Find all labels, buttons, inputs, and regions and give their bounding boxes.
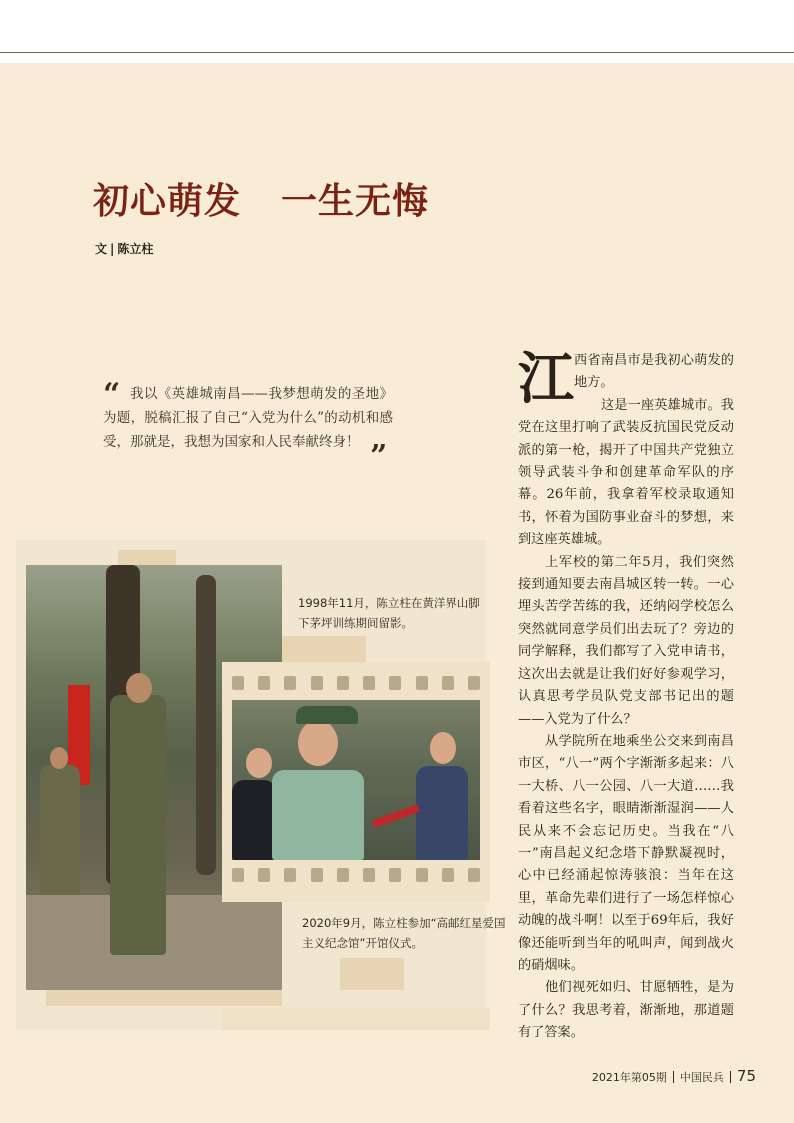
paragraph-2: 上军校的第二年5月，我们突然接到通知要去南昌城区转一转。一心埋头苦学苦练的我，还纳闷学校怎么突然就同意学员们出去玩了？旁边的同学解释，我们都写了入党申请书，这次出去就是让我们好好参观学习，认真思考学员队党支部书记出的题——入党为了什么？	[518, 554, 734, 727]
article-body	[518, 346, 734, 1045]
page-number: 75	[736, 1067, 756, 1085]
top-rule	[0, 52, 794, 53]
title-part-1: 初心萌发	[93, 180, 242, 222]
quote-close-mark: ”	[370, 439, 388, 474]
issue-label: 2021年第05期	[591, 1071, 667, 1084]
quote-open-mark: “	[103, 377, 121, 412]
paragraph-4: 他们视死如归、甘愿牺牲，是为了什么？我思考着，渐渐地，那道题有了答案。	[518, 980, 734, 1041]
drop-cap: 江	[518, 346, 574, 412]
tape-strip	[46, 988, 282, 1006]
paragraph-3: 从学院所在地乘坐公交来到南昌市区，“八一”两个字渐渐多起来：八一大桥、八一公园、八一大道……我看着这些名字，眼睛渐渐湿润——人民从来不会忘记历史。当我在“八一”南昌起义纪念塔下静默凝视时，心中已经涌起惊涛骇浪：当年在这里，革命先辈们进行了一场怎样惊心动魄的战斗啊！以至于69年后，我好像还能听到当年的吼叫声，闻到战火的硝烟味。	[518, 733, 734, 973]
pull-quote-text: 我以《英雄城南昌——我梦想萌发的圣地》为题，脱稿汇报了自己“入党为什么”的动机和感受，那就是，我想为国家和人民奉献终身！	[103, 386, 393, 450]
photo-2-caption: 2020年9月，陈立柱参加“高邮红星爱国主义纪念馆”开馆仪式。	[302, 916, 506, 950]
film-strip-bottom	[222, 1008, 490, 1030]
paragraph-1-lead: 西省南昌市是我初心萌发的地方。	[574, 353, 734, 391]
byline: 文 | 陈立柱	[95, 242, 154, 256]
paragraph-1: 这是一座英雄城市。我党在这里打响了武装反抗国民党反动派的第一枪，揭开了中国共产党独立领导武装斗争和创建革命军队的序幕。26年前，我拿着军校录取通知书，怀着为国防事业奋斗的梦想，来到这座英雄城。	[518, 397, 734, 548]
tape-strip	[340, 958, 404, 990]
photo-ceremony-2020	[232, 700, 480, 860]
magazine-name: 中国民兵	[679, 1071, 724, 1084]
pull-quote	[103, 377, 393, 454]
page-footer	[592, 1067, 756, 1085]
byline-author: 陈立柱	[117, 242, 154, 256]
byline-prefix: 文	[95, 242, 108, 256]
article-title	[93, 173, 429, 224]
photo-1-caption: 1998年11月，陈立柱在黄洋界山脚下茅坪训练期间留影。	[298, 596, 480, 630]
title-part-2: 一生无悔	[281, 180, 430, 222]
